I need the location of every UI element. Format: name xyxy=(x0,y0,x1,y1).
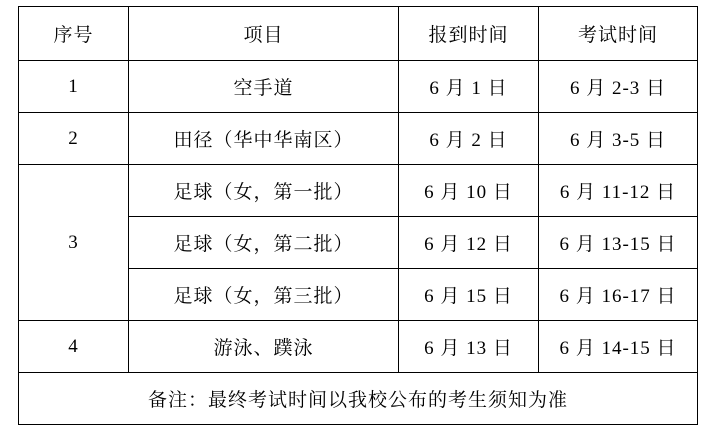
table-row xyxy=(19,165,698,217)
table-row xyxy=(19,113,698,165)
cell-seq: 3 xyxy=(19,165,129,321)
cell-seq: 4 xyxy=(19,321,129,373)
table-row xyxy=(19,321,698,373)
cell-item: 足球（女，第三批） xyxy=(129,269,399,321)
cell-report-time: 6 月 13 日 xyxy=(399,321,539,373)
cell-item: 游泳、蹼泳 xyxy=(129,321,399,373)
table-note: 备注：最终考试时间以我校公布的考生须知为准 xyxy=(19,373,698,425)
cell-item: 足球（女，第一批） xyxy=(129,165,399,217)
cell-item: 空手道 xyxy=(129,61,399,113)
cell-report-time: 6 月 1 日 xyxy=(399,61,539,113)
cell-exam-time: 6 月 3-5 日 xyxy=(539,113,698,165)
cell-report-time: 6 月 2 日 xyxy=(399,113,539,165)
cell-seq: 2 xyxy=(19,113,129,165)
cell-exam-time: 6 月 11-12 日 xyxy=(539,165,698,217)
cell-item: 田径（华中华南区） xyxy=(129,113,399,165)
cell-seq: 1 xyxy=(19,61,129,113)
table-note-row xyxy=(19,373,698,425)
cell-exam-time: 6 月 13-15 日 xyxy=(539,217,698,269)
cell-report-time: 6 月 15 日 xyxy=(399,269,539,321)
column-header-item: 项目 xyxy=(129,7,399,61)
cell-exam-time: 6 月 16-17 日 xyxy=(539,269,698,321)
column-header-exam-time: 考试时间 xyxy=(539,7,698,61)
table-header-row xyxy=(19,7,698,61)
cell-exam-time: 6 月 14-15 日 xyxy=(539,321,698,373)
table-row xyxy=(19,61,698,113)
column-header-report-time: 报到时间 xyxy=(399,7,539,61)
cell-report-time: 6 月 10 日 xyxy=(399,165,539,217)
column-header-seq: 序号 xyxy=(19,7,129,61)
exam-schedule-table xyxy=(18,6,698,425)
document-page xyxy=(0,6,717,441)
cell-item: 足球（女，第二批） xyxy=(129,217,399,269)
cell-exam-time: 6 月 2-3 日 xyxy=(539,61,698,113)
cell-report-time: 6 月 12 日 xyxy=(399,217,539,269)
